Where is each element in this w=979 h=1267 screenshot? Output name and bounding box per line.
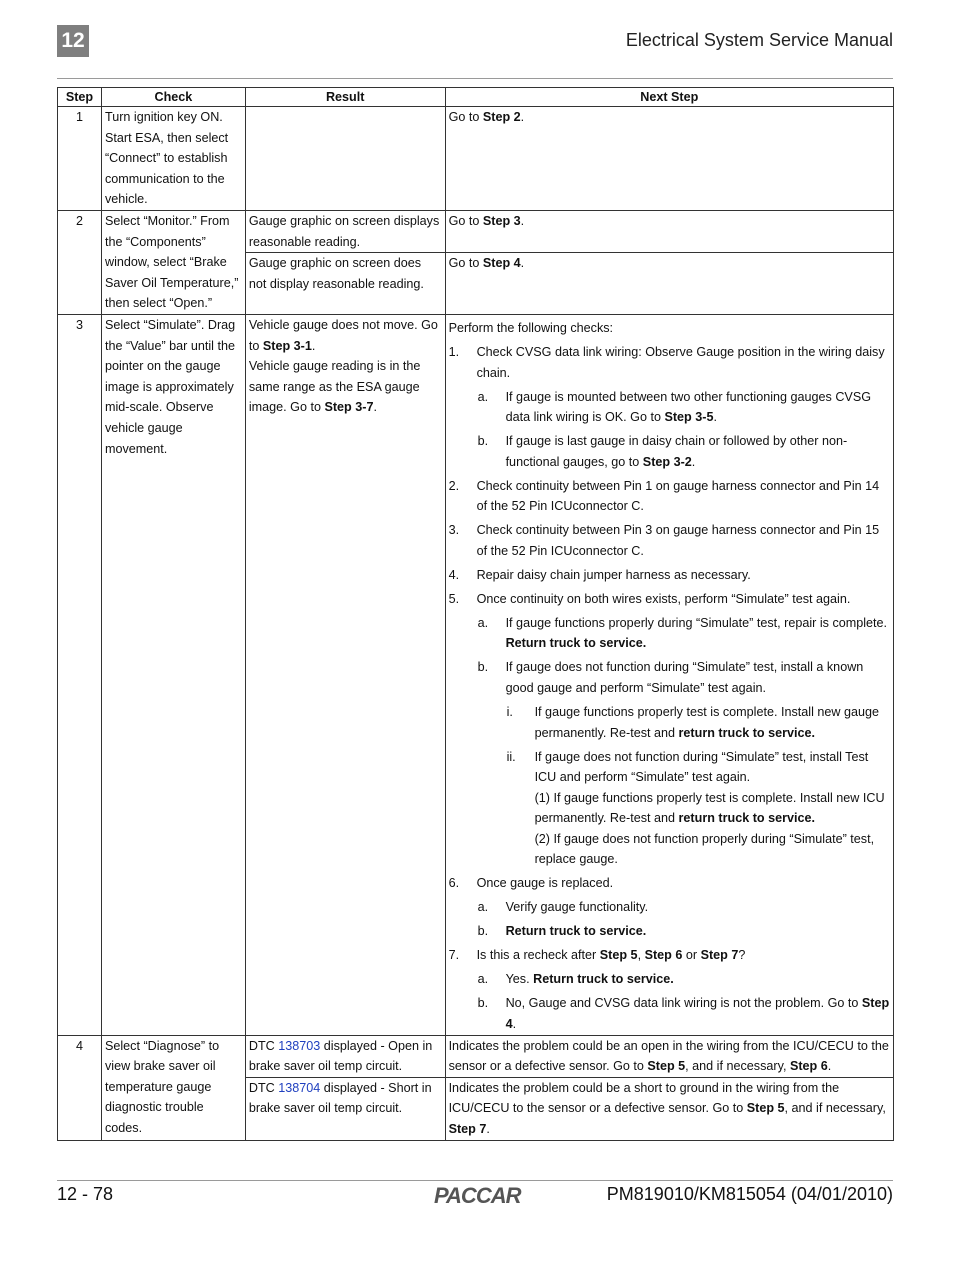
check-cell: Select “Diagnose” to view brake saver oil temperature gauge diagnostic trouble codes.	[101, 1035, 245, 1140]
next-step-cell	[445, 1035, 893, 1077]
list-item	[449, 702, 890, 743]
next-step-cell	[445, 210, 893, 253]
list-number: b.	[477, 434, 489, 449]
result-cell	[245, 1077, 445, 1140]
list-text	[477, 945, 890, 966]
list-text: Check continuity between Pin 1 on gauge harness connector and Pin 14 of the 52 Pin ICUconnector C.	[476, 478, 880, 514]
list-item	[449, 993, 890, 1034]
list-number: 1.	[448, 344, 460, 359]
column-header-result: Result	[245, 88, 445, 107]
text: DTC	[248, 1080, 279, 1095]
text: If gauge functions properly test is complete. Install new gauge permanently. Re-test and	[534, 704, 879, 740]
list-text	[506, 993, 890, 1034]
text: Vehicle gauge does not move. Go to	[248, 317, 438, 353]
list-text: Once gauge is replaced.	[476, 876, 614, 891]
column-header-step: Step	[58, 88, 102, 107]
text: .	[520, 256, 525, 271]
list-text	[506, 969, 890, 990]
emphasis: return truck to service.	[678, 811, 816, 826]
list-item	[449, 520, 890, 561]
list-number: a.	[477, 900, 489, 915]
step-reference: Step 2	[482, 110, 521, 124]
list-text: Once continuity on both wires exists, perform “Simulate” test again.	[476, 591, 851, 606]
text: Indicates the problem could be an open in the wiring from the ICU/CECU to the sensor or a defective sensor. Go to	[448, 1038, 889, 1074]
column-header-next-step: Next Step	[445, 88, 893, 107]
list-item	[449, 897, 890, 918]
list-text	[506, 921, 890, 942]
step-number: 2	[58, 210, 102, 314]
result-text	[249, 315, 442, 356]
step-reference: Step 4	[482, 256, 521, 271]
emphasis: return truck to service.	[678, 725, 816, 740]
list-text: Repair daisy chain jumper harness as necessary.	[476, 567, 751, 582]
list-number: a.	[477, 389, 489, 404]
text: .	[486, 1121, 490, 1136]
dtc-link-138703[interactable]: 138703	[278, 1038, 321, 1053]
text: Go to	[448, 110, 483, 124]
text: or	[682, 948, 701, 963]
list-number: i.	[506, 704, 513, 719]
list-number: 5.	[448, 591, 460, 606]
step-reference: Step 4	[505, 996, 890, 1031]
list-item	[449, 969, 890, 990]
list-item	[449, 342, 890, 383]
text: If gauge does not function during “Simulate” test, install Test ICU and perform “Simulate” test again.	[534, 749, 869, 785]
chapter-badge: 12	[57, 25, 89, 57]
list-item	[449, 431, 890, 472]
emphasis: Return truck to service.	[505, 924, 647, 939]
dtc-link-138704[interactable]: 138704	[278, 1080, 321, 1095]
check-cell: Select “Simulate”. Drag the “Value” bar until the pointer on the gauge image is approximately mid-scale. Observe vehicle gauge movement.	[101, 314, 245, 1035]
list-number: 4.	[448, 567, 460, 582]
manual-title: Electrical System Service Manual	[625, 30, 893, 50]
list-text: Check continuity between Pin 3 on gauge harness connector and Pin 15 of the 52 Pin ICUconnector C.	[476, 523, 880, 558]
text: .	[520, 213, 525, 228]
list-number: a.	[477, 615, 489, 630]
list-number: 2.	[448, 478, 460, 493]
diagnostic-steps-table	[57, 87, 894, 1141]
list-number: a.	[477, 972, 489, 987]
step-number: 3	[58, 314, 102, 1035]
list-text	[506, 613, 890, 654]
step-reference: Step 7	[700, 948, 739, 963]
step-reference: Step 3-1	[262, 338, 312, 353]
text: .	[311, 338, 316, 353]
text: .	[373, 400, 377, 415]
list-number: b.	[477, 996, 489, 1011]
step-reference: Step 3-2	[642, 454, 692, 469]
text: If gauge functions properly during “Simulate” test, repair is complete.	[505, 615, 888, 630]
list-item	[449, 747, 890, 871]
list-text: Check CVSG data link wiring: Observe Gauge position in the wiring daisy chain.	[476, 344, 885, 380]
text: .	[691, 454, 696, 469]
list-item	[449, 565, 890, 586]
text: .	[512, 1016, 517, 1031]
text: , and if necessary,	[685, 1059, 790, 1074]
footer-divider	[57, 1180, 893, 1181]
paccar-logo	[434, 1183, 540, 1212]
step-number: 1	[58, 107, 102, 211]
document-id: PM819010/KM815054 (04/01/2010)	[606, 1184, 893, 1204]
text: .	[520, 110, 525, 124]
text: (1) If gauge functions properly test is complete. Install new ICU permanently. Re-test and	[534, 790, 885, 826]
check-cell: Select “Monitor.” From the “Components” window, select “Brake Saver Oil Temperature,” then select “Open.”	[101, 210, 245, 314]
list-intro	[449, 318, 890, 339]
step-reference: Step 3	[482, 213, 521, 228]
list-text: Verify gauge functionality.	[505, 900, 649, 915]
list-item	[449, 873, 890, 894]
result-cell	[245, 314, 445, 1035]
next-step-cell	[445, 314, 893, 1035]
text: displayed - Short in brake saver oil temp circuit.	[248, 1080, 432, 1116]
step-number: 4	[58, 1035, 102, 1140]
list-number: b.	[477, 924, 489, 939]
list-item	[449, 476, 890, 517]
result-cell	[245, 107, 445, 211]
step-reference: Step 3-7	[324, 400, 374, 415]
column-header-check: Check	[101, 88, 245, 107]
list-item	[449, 921, 890, 942]
result-text	[249, 356, 442, 418]
text: Vehicle gauge reading is in the same range as the ESA gauge image. Go to	[248, 359, 421, 415]
emphasis: Return truck to service.	[533, 972, 674, 987]
text: , and if necessary,	[784, 1101, 886, 1116]
list-text: If gauge does not function during “Simulate” test, install a known good gauge and perform “Simulate” test again.	[505, 660, 864, 695]
step-reference: Step 6	[644, 948, 683, 963]
list-number: b.	[477, 660, 489, 675]
step-reference: Step 3-5	[664, 410, 714, 425]
step-reference: Step 5	[746, 1101, 785, 1116]
text: (2) If gauge does not function properly during “Simulate” test, replace gauge.	[534, 831, 875, 867]
result-cell	[245, 1035, 445, 1077]
next-step-cell	[445, 253, 893, 314]
table-row	[58, 314, 894, 1035]
list-text	[535, 747, 890, 871]
list-number: 3.	[448, 523, 460, 538]
table-row	[58, 1035, 894, 1077]
page-number: 12 - 78	[57, 1184, 114, 1204]
table-row	[58, 107, 894, 211]
emphasis: Return truck to service.	[505, 636, 647, 651]
text: displayed - Open in brake saver oil temp circuit.	[248, 1038, 433, 1074]
text: Go to	[448, 213, 483, 228]
result-cell: Gauge graphic on screen displays reasonable reading.	[245, 210, 445, 253]
list-text	[506, 431, 890, 472]
list-text	[535, 702, 890, 743]
text: .	[827, 1059, 832, 1074]
step-reference: Step 5	[647, 1059, 686, 1074]
next-step-cell	[445, 1077, 893, 1140]
step-reference: Step 7	[448, 1121, 487, 1136]
list-item	[449, 387, 890, 428]
list-item	[449, 945, 890, 966]
table-row	[58, 210, 894, 253]
text: Indicates the problem could be a short to ground in the wiring from the ICU/CECU to the sensor or a defective sensor. Go to	[448, 1080, 840, 1116]
list-item	[449, 613, 890, 654]
text: No, Gauge and CVSG data link wiring is not the problem. Go to	[505, 996, 862, 1011]
text: Is this a recheck after	[476, 948, 600, 963]
logo-text: PACCAR	[434, 1183, 521, 1207]
result-cell: Gauge graphic on screen does not display reasonable reading.	[245, 253, 445, 314]
procedure-list	[449, 318, 890, 1035]
text: If gauge is last gauge in daisy chain or followed by other non-functional gauges, go to	[505, 434, 848, 469]
text: ?	[738, 948, 746, 963]
list-number: ii.	[506, 749, 516, 764]
text: Go to	[448, 256, 483, 271]
list-item	[449, 589, 890, 610]
text: .	[713, 410, 717, 425]
text: ,	[637, 948, 645, 963]
text: DTC	[248, 1038, 279, 1053]
list-number: 7.	[448, 948, 460, 963]
list-item	[449, 657, 890, 698]
table-header-row	[58, 88, 894, 107]
check-cell: Turn ignition key ON. Start ESA, then select “Connect” to establish communication to the vehicle.	[101, 107, 245, 211]
text: Yes.	[505, 972, 534, 987]
text: Perform the following checks:	[448, 320, 614, 335]
list-number: 6.	[448, 876, 460, 891]
next-step-cell	[445, 107, 893, 211]
step-reference: Step 5	[599, 948, 638, 963]
text: If gauge is mounted between two other functioning gauges CVSG data link wiring is OK. Go to	[505, 389, 872, 425]
step-reference: Step 6	[789, 1059, 828, 1074]
header-divider	[57, 78, 893, 79]
list-text	[506, 387, 890, 428]
